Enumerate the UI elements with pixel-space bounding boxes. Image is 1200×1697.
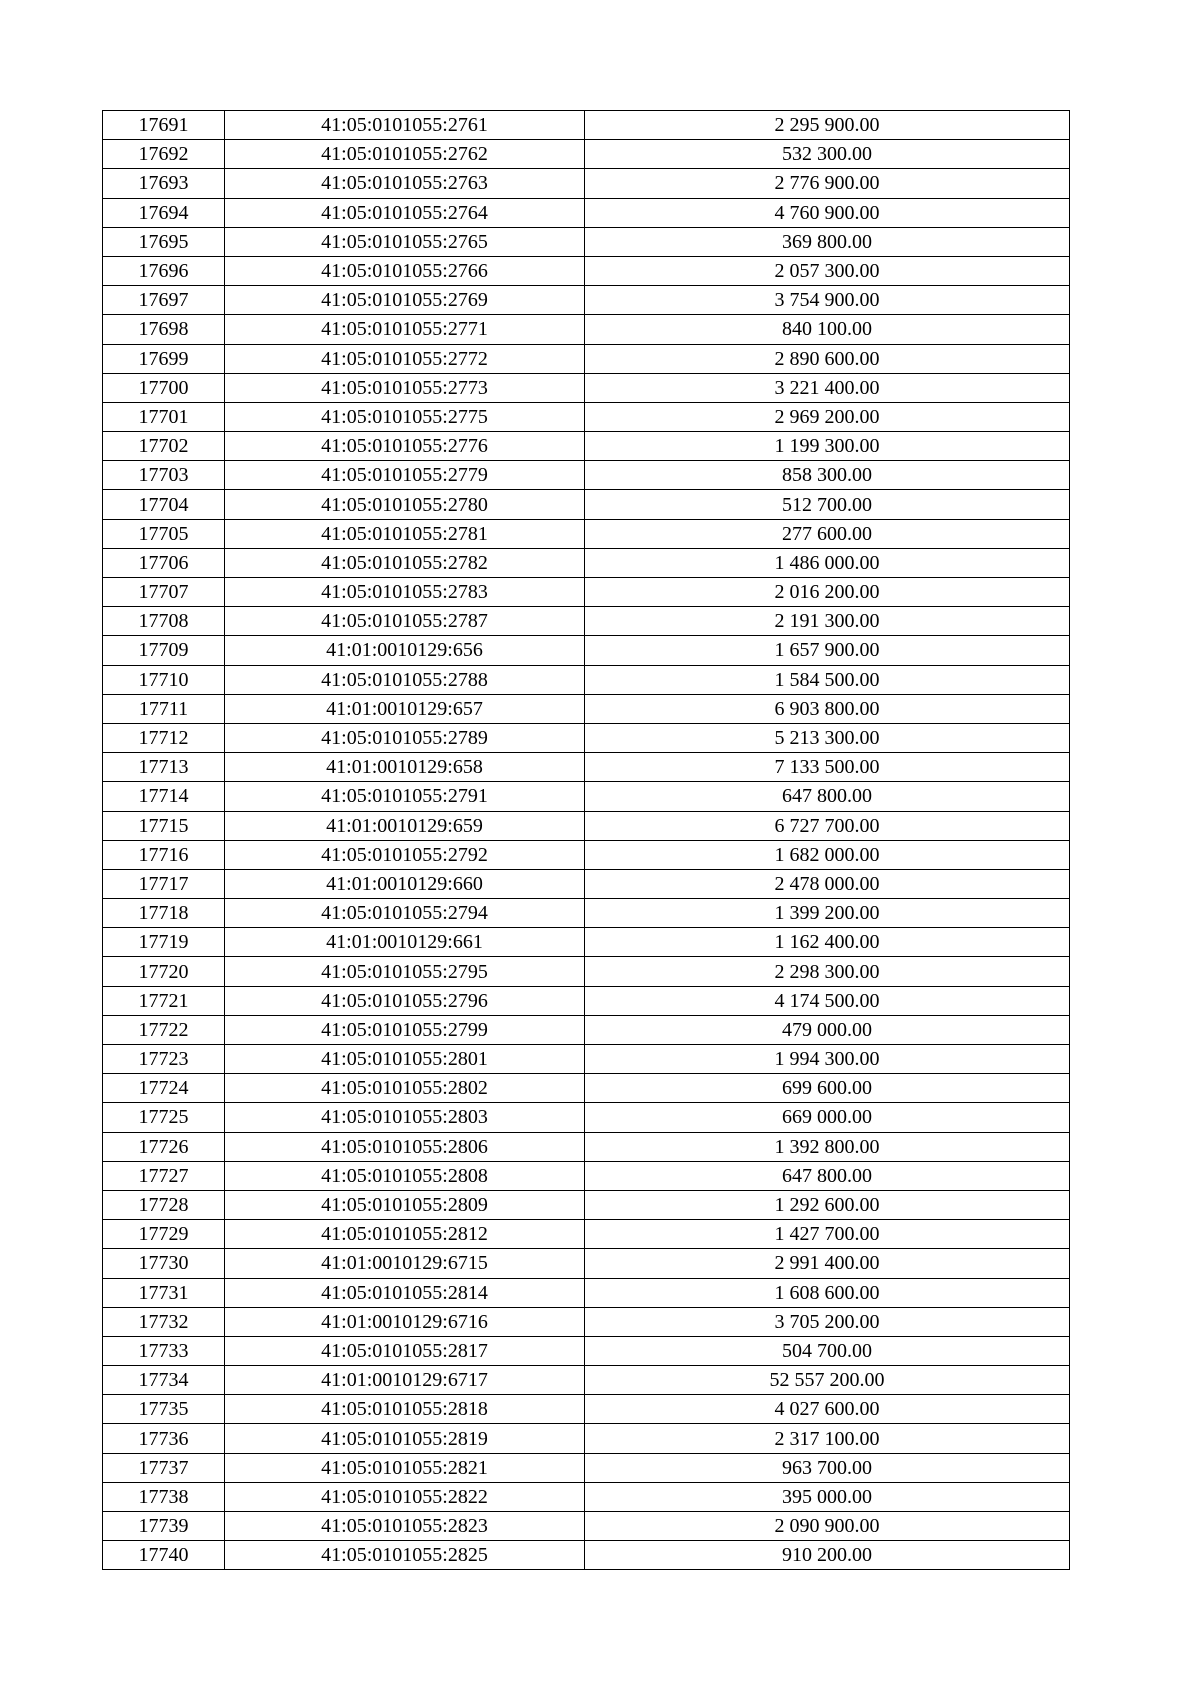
table-row — [103, 1161, 1070, 1190]
cadastral-number-cell: 41:01:0010129:657 — [225, 694, 585, 723]
cadastral-value-cell: 3 221 400.00 — [585, 373, 1070, 402]
cadastral-value-cell: 277 600.00 — [585, 519, 1070, 548]
cadastral-number-cell: 41:05:0101055:2771 — [225, 315, 585, 344]
table-row — [103, 723, 1070, 752]
row-number-cell: 17700 — [103, 373, 225, 402]
table-row — [103, 1307, 1070, 1336]
table-row — [103, 986, 1070, 1015]
cadastral-value-cell: 512 700.00 — [585, 490, 1070, 519]
row-number-cell: 17738 — [103, 1482, 225, 1511]
table-row — [103, 1395, 1070, 1424]
row-number-cell: 17737 — [103, 1453, 225, 1482]
cadastral-value-cell: 479 000.00 — [585, 1015, 1070, 1044]
cadastral-value-cell: 1 162 400.00 — [585, 928, 1070, 957]
cadastral-value-cell: 532 300.00 — [585, 140, 1070, 169]
cadastral-value-cell: 2 090 900.00 — [585, 1512, 1070, 1541]
cadastral-number-cell: 41:05:0101055:2817 — [225, 1336, 585, 1365]
cadastral-number-cell: 41:05:0101055:2794 — [225, 899, 585, 928]
row-number-cell: 17717 — [103, 869, 225, 898]
table-row — [103, 665, 1070, 694]
table-row — [103, 198, 1070, 227]
cadastral-value-table — [102, 110, 1070, 1570]
row-number-cell: 17730 — [103, 1249, 225, 1278]
table-row — [103, 1103, 1070, 1132]
cadastral-value-cell: 647 800.00 — [585, 782, 1070, 811]
row-number-cell: 17718 — [103, 899, 225, 928]
cadastral-value-cell: 1 682 000.00 — [585, 840, 1070, 869]
row-number-cell: 17722 — [103, 1015, 225, 1044]
cadastral-value-cell: 369 800.00 — [585, 227, 1070, 256]
cadastral-number-cell: 41:05:0101055:2782 — [225, 548, 585, 577]
row-number-cell: 17706 — [103, 548, 225, 577]
row-number-cell: 17740 — [103, 1541, 225, 1570]
cadastral-number-cell: 41:01:0010129:6715 — [225, 1249, 585, 1278]
row-number-cell: 17711 — [103, 694, 225, 723]
row-number-cell: 17719 — [103, 928, 225, 957]
cadastral-number-cell: 41:05:0101055:2822 — [225, 1482, 585, 1511]
row-number-cell: 17716 — [103, 840, 225, 869]
table-row — [103, 1220, 1070, 1249]
cadastral-number-cell: 41:05:0101055:2819 — [225, 1424, 585, 1453]
cadastral-number-cell: 41:05:0101055:2792 — [225, 840, 585, 869]
table-row — [103, 1278, 1070, 1307]
cadastral-value-cell: 1 994 300.00 — [585, 1045, 1070, 1074]
cadastral-value-cell: 2 776 900.00 — [585, 169, 1070, 198]
cadastral-value-cell: 4 760 900.00 — [585, 198, 1070, 227]
row-number-cell: 17735 — [103, 1395, 225, 1424]
cadastral-value-cell: 2 191 300.00 — [585, 607, 1070, 636]
table-row — [103, 169, 1070, 198]
table-row — [103, 636, 1070, 665]
cadastral-number-cell: 41:05:0101055:2775 — [225, 402, 585, 431]
table-row — [103, 869, 1070, 898]
row-number-cell: 17715 — [103, 811, 225, 840]
row-number-cell: 17692 — [103, 140, 225, 169]
cadastral-number-cell: 41:05:0101055:2795 — [225, 957, 585, 986]
row-number-cell: 17731 — [103, 1278, 225, 1307]
cadastral-value-cell: 395 000.00 — [585, 1482, 1070, 1511]
row-number-cell: 17698 — [103, 315, 225, 344]
cadastral-value-cell: 1 427 700.00 — [585, 1220, 1070, 1249]
cadastral-number-cell: 41:05:0101055:2818 — [225, 1395, 585, 1424]
cadastral-value-cell: 3 705 200.00 — [585, 1307, 1070, 1336]
cadastral-number-cell: 41:05:0101055:2780 — [225, 490, 585, 519]
cadastral-number-cell: 41:05:0101055:2806 — [225, 1132, 585, 1161]
cadastral-number-cell: 41:01:0010129:656 — [225, 636, 585, 665]
row-number-cell: 17707 — [103, 578, 225, 607]
table-row — [103, 111, 1070, 140]
cadastral-value-cell: 669 000.00 — [585, 1103, 1070, 1132]
cadastral-value-cell: 910 200.00 — [585, 1541, 1070, 1570]
table-row — [103, 1541, 1070, 1570]
table-row — [103, 227, 1070, 256]
cadastral-value-cell: 2 057 300.00 — [585, 256, 1070, 285]
table-row — [103, 1045, 1070, 1074]
cadastral-number-cell: 41:05:0101055:2781 — [225, 519, 585, 548]
cadastral-value-cell: 1 608 600.00 — [585, 1278, 1070, 1307]
cadastral-value-cell: 963 700.00 — [585, 1453, 1070, 1482]
row-number-cell: 17701 — [103, 402, 225, 431]
cadastral-value-cell: 6 903 800.00 — [585, 694, 1070, 723]
cadastral-value-cell: 1 399 200.00 — [585, 899, 1070, 928]
table-row — [103, 1336, 1070, 1365]
table-row — [103, 782, 1070, 811]
table-row — [103, 1453, 1070, 1482]
cadastral-number-cell: 41:05:0101055:2821 — [225, 1453, 585, 1482]
cadastral-value-cell: 2 478 000.00 — [585, 869, 1070, 898]
table-row — [103, 548, 1070, 577]
cadastral-number-cell: 41:05:0101055:2773 — [225, 373, 585, 402]
cadastral-value-cell: 1 657 900.00 — [585, 636, 1070, 665]
table-row — [103, 899, 1070, 928]
cadastral-number-cell: 41:01:0010129:6717 — [225, 1366, 585, 1395]
table-row — [103, 1512, 1070, 1541]
cadastral-value-cell: 2 298 300.00 — [585, 957, 1070, 986]
row-number-cell: 17696 — [103, 256, 225, 285]
row-number-cell: 17739 — [103, 1512, 225, 1541]
table-row — [103, 1366, 1070, 1395]
table-row — [103, 957, 1070, 986]
cadastral-value-cell: 699 600.00 — [585, 1074, 1070, 1103]
cadastral-value-cell: 6 727 700.00 — [585, 811, 1070, 840]
cadastral-number-cell: 41:05:0101055:2803 — [225, 1103, 585, 1132]
cadastral-number-cell: 41:05:0101055:2791 — [225, 782, 585, 811]
cadastral-value-cell: 647 800.00 — [585, 1161, 1070, 1190]
table-row — [103, 753, 1070, 782]
cadastral-value-cell: 2 016 200.00 — [585, 578, 1070, 607]
cadastral-number-cell: 41:05:0101055:2812 — [225, 1220, 585, 1249]
cadastral-value-cell: 2 295 900.00 — [585, 111, 1070, 140]
row-number-cell: 17709 — [103, 636, 225, 665]
cadastral-number-cell: 41:05:0101055:2802 — [225, 1074, 585, 1103]
row-number-cell: 17723 — [103, 1045, 225, 1074]
table-row — [103, 1482, 1070, 1511]
table-body — [103, 111, 1070, 1570]
table-row — [103, 344, 1070, 373]
table-row — [103, 840, 1070, 869]
row-number-cell: 17713 — [103, 753, 225, 782]
cadastral-number-cell: 41:05:0101055:2761 — [225, 111, 585, 140]
cadastral-number-cell: 41:01:0010129:6716 — [225, 1307, 585, 1336]
cadastral-value-cell: 840 100.00 — [585, 315, 1070, 344]
cadastral-number-cell: 41:05:0101055:2823 — [225, 1512, 585, 1541]
cadastral-value-cell: 4 027 600.00 — [585, 1395, 1070, 1424]
table-row — [103, 1074, 1070, 1103]
table-row — [103, 140, 1070, 169]
table-row — [103, 256, 1070, 285]
row-number-cell: 17705 — [103, 519, 225, 548]
cadastral-number-cell: 41:05:0101055:2799 — [225, 1015, 585, 1044]
cadastral-number-cell: 41:05:0101055:2766 — [225, 256, 585, 285]
row-number-cell: 17697 — [103, 286, 225, 315]
cadastral-number-cell: 41:05:0101055:2789 — [225, 723, 585, 752]
table-row — [103, 373, 1070, 402]
table-row — [103, 432, 1070, 461]
cadastral-value-cell: 7 133 500.00 — [585, 753, 1070, 782]
cadastral-value-cell: 2 969 200.00 — [585, 402, 1070, 431]
table-row — [103, 928, 1070, 957]
cadastral-value-cell: 2 317 100.00 — [585, 1424, 1070, 1453]
table-row — [103, 286, 1070, 315]
cadastral-number-cell: 41:05:0101055:2814 — [225, 1278, 585, 1307]
cadastral-number-cell: 41:05:0101055:2787 — [225, 607, 585, 636]
row-number-cell: 17729 — [103, 1220, 225, 1249]
table-row — [103, 490, 1070, 519]
cadastral-number-cell: 41:05:0101055:2809 — [225, 1190, 585, 1219]
cadastral-number-cell: 41:05:0101055:2762 — [225, 140, 585, 169]
cadastral-number-cell: 41:05:0101055:2825 — [225, 1541, 585, 1570]
cadastral-number-cell: 41:05:0101055:2769 — [225, 286, 585, 315]
row-number-cell: 17693 — [103, 169, 225, 198]
row-number-cell: 17736 — [103, 1424, 225, 1453]
cadastral-number-cell: 41:05:0101055:2783 — [225, 578, 585, 607]
row-number-cell: 17728 — [103, 1190, 225, 1219]
table-row — [103, 578, 1070, 607]
table-row — [103, 519, 1070, 548]
cadastral-value-cell: 858 300.00 — [585, 461, 1070, 490]
row-number-cell: 17724 — [103, 1074, 225, 1103]
row-number-cell: 17714 — [103, 782, 225, 811]
cadastral-value-cell: 52 557 200.00 — [585, 1366, 1070, 1395]
cadastral-number-cell: 41:05:0101055:2772 — [225, 344, 585, 373]
row-number-cell: 17720 — [103, 957, 225, 986]
table-row — [103, 694, 1070, 723]
row-number-cell: 17710 — [103, 665, 225, 694]
row-number-cell: 17704 — [103, 490, 225, 519]
row-number-cell: 17699 — [103, 344, 225, 373]
cadastral-value-cell: 1 584 500.00 — [585, 665, 1070, 694]
cadastral-value-cell: 1 199 300.00 — [585, 432, 1070, 461]
table-row — [103, 811, 1070, 840]
cadastral-value-cell: 2 991 400.00 — [585, 1249, 1070, 1278]
table-row — [103, 315, 1070, 344]
row-number-cell: 17703 — [103, 461, 225, 490]
cadastral-value-cell: 3 754 900.00 — [585, 286, 1070, 315]
cadastral-number-cell: 41:05:0101055:2796 — [225, 986, 585, 1015]
cadastral-number-cell: 41:01:0010129:658 — [225, 753, 585, 782]
cadastral-number-cell: 41:05:0101055:2765 — [225, 227, 585, 256]
cadastral-value-cell: 2 890 600.00 — [585, 344, 1070, 373]
row-number-cell: 17733 — [103, 1336, 225, 1365]
cadastral-value-cell: 1 292 600.00 — [585, 1190, 1070, 1219]
cadastral-value-cell: 4 174 500.00 — [585, 986, 1070, 1015]
cadastral-number-cell: 41:05:0101055:2779 — [225, 461, 585, 490]
cadastral-number-cell: 41:01:0010129:659 — [225, 811, 585, 840]
table-row — [103, 1015, 1070, 1044]
table-row — [103, 461, 1070, 490]
cadastral-number-cell: 41:05:0101055:2763 — [225, 169, 585, 198]
row-number-cell: 17691 — [103, 111, 225, 140]
cadastral-value-cell: 5 213 300.00 — [585, 723, 1070, 752]
table-row — [103, 1190, 1070, 1219]
table-row — [103, 1249, 1070, 1278]
table-row — [103, 1424, 1070, 1453]
row-number-cell: 17712 — [103, 723, 225, 752]
row-number-cell: 17725 — [103, 1103, 225, 1132]
row-number-cell: 17732 — [103, 1307, 225, 1336]
row-number-cell: 17695 — [103, 227, 225, 256]
cadastral-number-cell: 41:01:0010129:661 — [225, 928, 585, 957]
cadastral-number-cell: 41:01:0010129:660 — [225, 869, 585, 898]
cadastral-number-cell: 41:05:0101055:2776 — [225, 432, 585, 461]
table-row — [103, 402, 1070, 431]
cadastral-value-cell: 504 700.00 — [585, 1336, 1070, 1365]
table-row — [103, 1132, 1070, 1161]
cadastral-number-cell: 41:05:0101055:2788 — [225, 665, 585, 694]
table-row — [103, 607, 1070, 636]
cadastral-value-cell: 1 486 000.00 — [585, 548, 1070, 577]
cadastral-value-cell: 1 392 800.00 — [585, 1132, 1070, 1161]
row-number-cell: 17721 — [103, 986, 225, 1015]
row-number-cell: 17734 — [103, 1366, 225, 1395]
cadastral-number-cell: 41:05:0101055:2764 — [225, 198, 585, 227]
row-number-cell: 17702 — [103, 432, 225, 461]
row-number-cell: 17708 — [103, 607, 225, 636]
row-number-cell: 17726 — [103, 1132, 225, 1161]
cadastral-number-cell: 41:05:0101055:2801 — [225, 1045, 585, 1074]
row-number-cell: 17727 — [103, 1161, 225, 1190]
cadastral-number-cell: 41:05:0101055:2808 — [225, 1161, 585, 1190]
row-number-cell: 17694 — [103, 198, 225, 227]
